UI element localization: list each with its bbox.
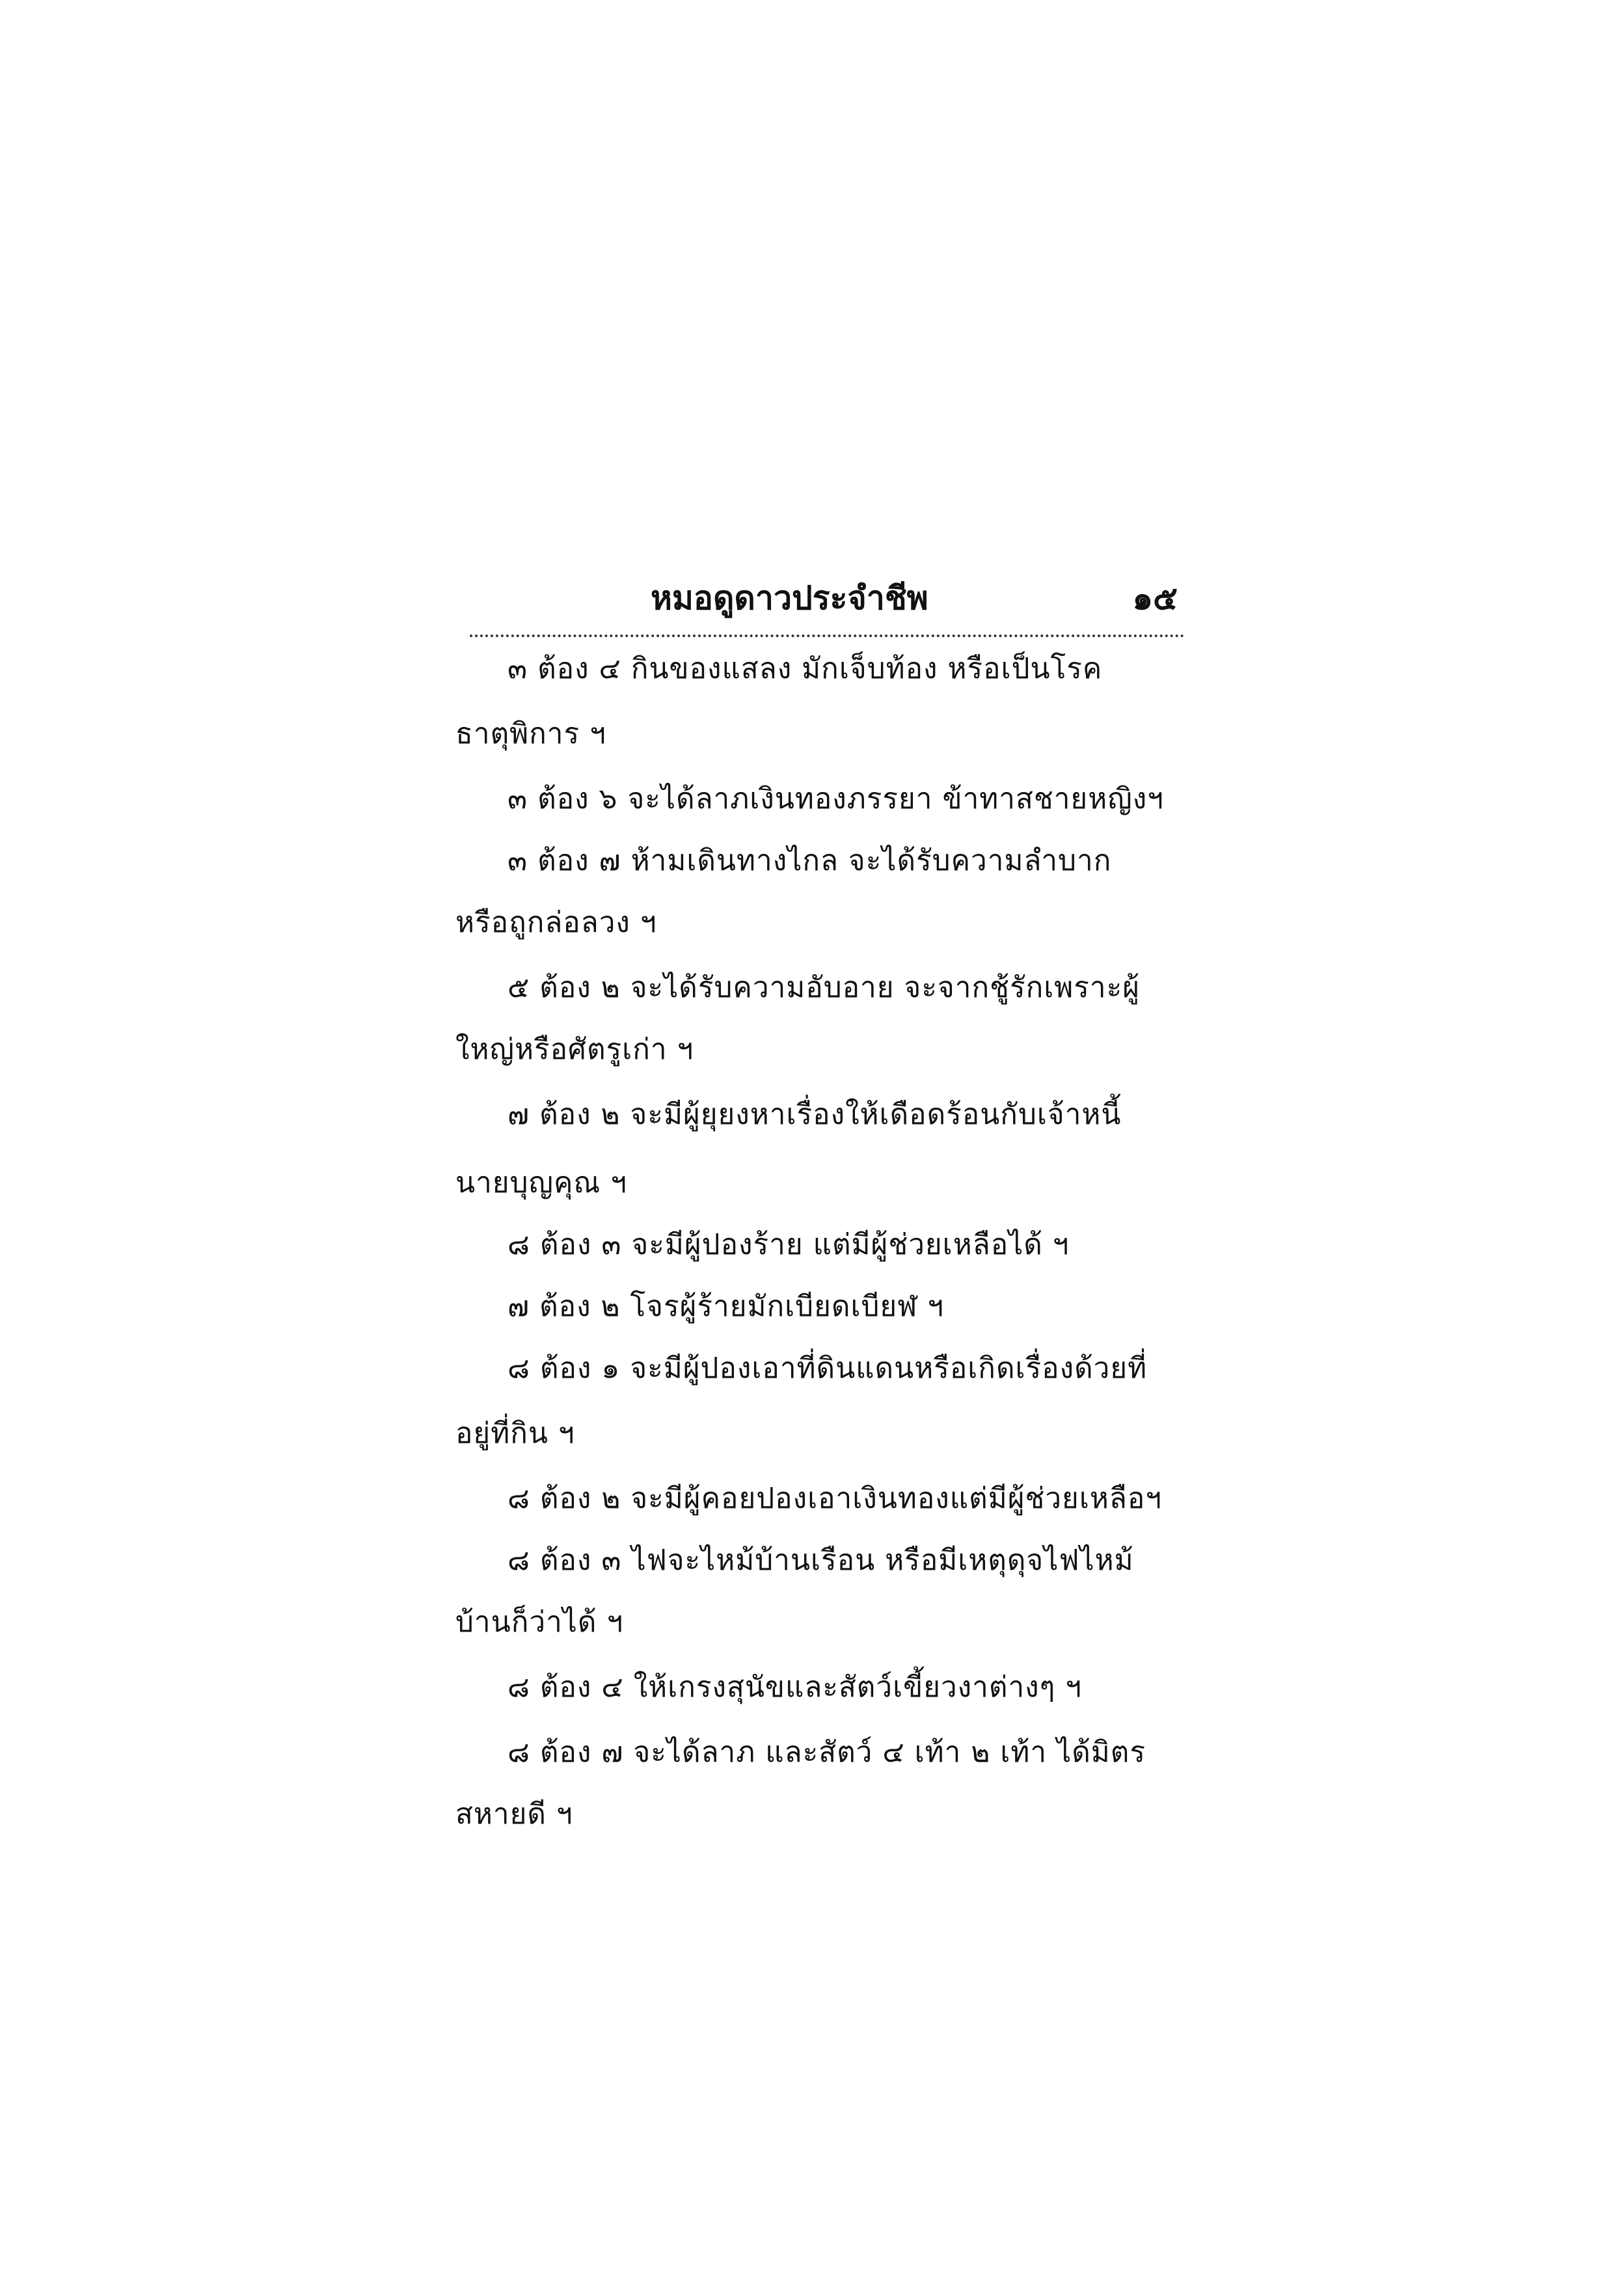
text-line: ๘ ต้อง ๓ ไฟจะไหม้บ้านเรือน หรือมีเหตุดุจไฟไหม้ [508,1544,1134,1577]
text-line: ๘ ต้อง ๒ จะมีผู้คอยปองเอาเงินทองแต่มีผู้ช่วยเหลือฯ [508,1482,1162,1515]
text-line: ๘ ต้อง ๔ ให้เกรงสุนัขและสัตว์เขี้ยวงาต่างๆ ฯ [508,1671,1082,1704]
text-line: ๓ ต้อง ๗ ห้ามเดินทางไกล จะได้รับความลำบาก [508,844,1112,877]
running-header [455,573,1184,625]
text-line: ๓ ต้อง ๔ กินของแสลง มักเจ็บท้อง หรือเป็นโรค [508,652,1103,685]
text-line: ใหญ่หรือศัตรูเก่า ฯ [455,1033,694,1066]
header-title: หมอดูดาวประจำชีพ [651,579,928,617]
text-line: บ้านก็ว่าได้ ฯ [455,1606,624,1639]
page-number: ๑๕ [1132,579,1178,617]
text-line: ๘ ต้อง ๓ จะมีผู้ปองร้าย แต่มีผู้ช่วยเหลือได้ ฯ [508,1228,1070,1261]
text-line: ธาตุพิการ ฯ [455,717,606,750]
text-line: ๗ ต้อง ๒ จะมีผู้ยุยงหาเรื่องให้เดือดร้อนกับเจ้าหนี้ [508,1098,1122,1131]
text-line: สหายดี ฯ [455,1798,573,1831]
text-line: ๘ ต้อง ๗ จะได้ลาภ และสัตว์ ๔ เท้า ๒ เท้า ได้มิตร [508,1736,1146,1769]
text-line: ๕ ต้อง ๒ จะได้รับความอับอาย จะจากชู้รักเพราะผู้ [508,971,1141,1004]
text-line: หรือถูกล่อลวง ฯ [455,906,657,939]
text-line: นายบุญคุณ ฯ [455,1166,627,1199]
text-line: ๗ ต้อง ๒ โจรผู้ร้ายมักเบียดเบียฬ ฯ [508,1290,944,1323]
text-line: ๘ ต้อง ๑ จะมีผู้ปองเอาที่ดินแดนหรือเกิดเรื่องด้วยที่ [508,1352,1148,1385]
text-line: อยู่ที่กิน ฯ [455,1417,575,1450]
text-line: ๓ ต้อง ๖ จะได้ลาภเงินทองภรรยา ข้าทาสชายหญิงฯ [508,782,1164,815]
header-divider [470,635,1184,637]
